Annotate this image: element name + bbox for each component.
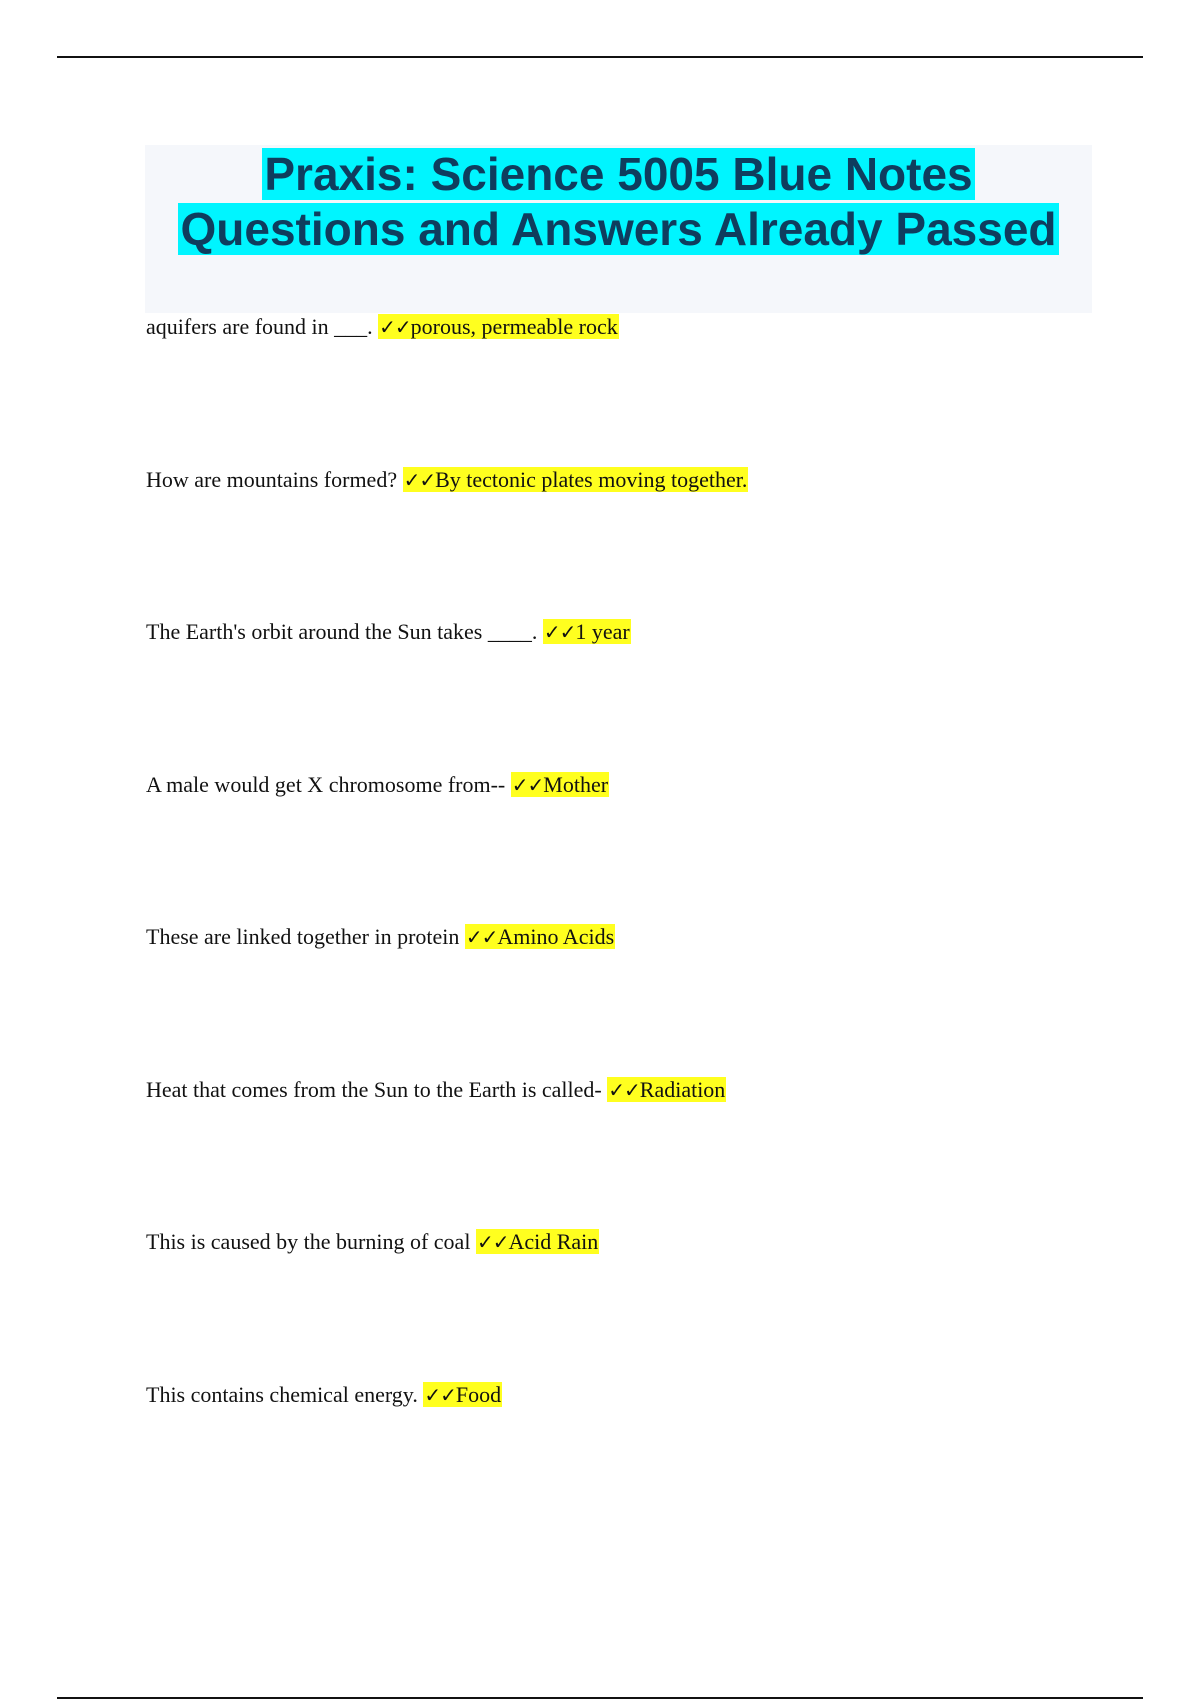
question-text: This is caused by the burning of coal: [146, 1229, 476, 1254]
title-line-1: Praxis: Science 5005 Blue Notes: [264, 148, 973, 200]
top-rule: [57, 56, 1143, 58]
answer-highlight: [423, 1382, 502, 1407]
question-text: These are linked together in protein: [146, 924, 465, 949]
double-check-icon: ✓✓: [403, 468, 436, 492]
answer-highlight: [543, 619, 631, 644]
answer-highlight: [465, 924, 615, 949]
title-block: [145, 145, 1092, 313]
answer-text: Food: [455, 1382, 502, 1407]
question-text: A male would get X chromosome from--: [146, 772, 511, 797]
qa-item: [146, 312, 619, 342]
answer-highlight: [378, 314, 619, 339]
qa-item: [146, 465, 748, 495]
answer-text: Acid Rain: [508, 1229, 599, 1254]
bottom-rule: [57, 1697, 1143, 1699]
question-text: aquifers are found in ___.: [146, 314, 379, 339]
answer-text: Radiation: [639, 1077, 726, 1102]
question-text: Heat that comes from the Sun to the Earth is called-: [146, 1077, 608, 1102]
double-check-icon: ✓✓: [424, 1383, 456, 1407]
question-text: The Earth's orbit around the Sun takes ____.: [146, 619, 543, 644]
answer-text: porous, permeable rock: [410, 314, 618, 339]
title-line-2: Questions and Answers Already Passed: [180, 203, 1057, 255]
answer-text: Amino Acids: [497, 924, 615, 949]
answer-highlight: [476, 1229, 599, 1254]
answer-highlight: [403, 467, 749, 492]
answer-highlight: [607, 1077, 726, 1102]
double-check-icon: ✓✓: [543, 620, 576, 644]
qa-item: [146, 922, 615, 952]
answer-text: Mother: [543, 772, 609, 797]
qa-item: [146, 1227, 599, 1257]
question-text: How are mountains formed?: [146, 467, 403, 492]
answer-text: 1 year: [575, 619, 630, 644]
double-check-icon: ✓✓: [608, 1078, 640, 1102]
qa-item: [146, 1380, 502, 1410]
qa-item: [146, 770, 609, 800]
double-check-icon: ✓✓: [476, 1230, 509, 1254]
answer-text: By tectonic plates moving together.: [435, 467, 748, 492]
page-title: [145, 145, 1092, 257]
qa-item: [146, 1075, 726, 1105]
qa-item: [146, 617, 631, 647]
double-check-icon: ✓✓: [511, 773, 544, 797]
answer-highlight: [511, 772, 609, 797]
question-text: This contains chemical energy.: [146, 1382, 424, 1407]
double-check-icon: ✓✓: [465, 925, 498, 949]
double-check-icon: ✓✓: [379, 315, 411, 339]
